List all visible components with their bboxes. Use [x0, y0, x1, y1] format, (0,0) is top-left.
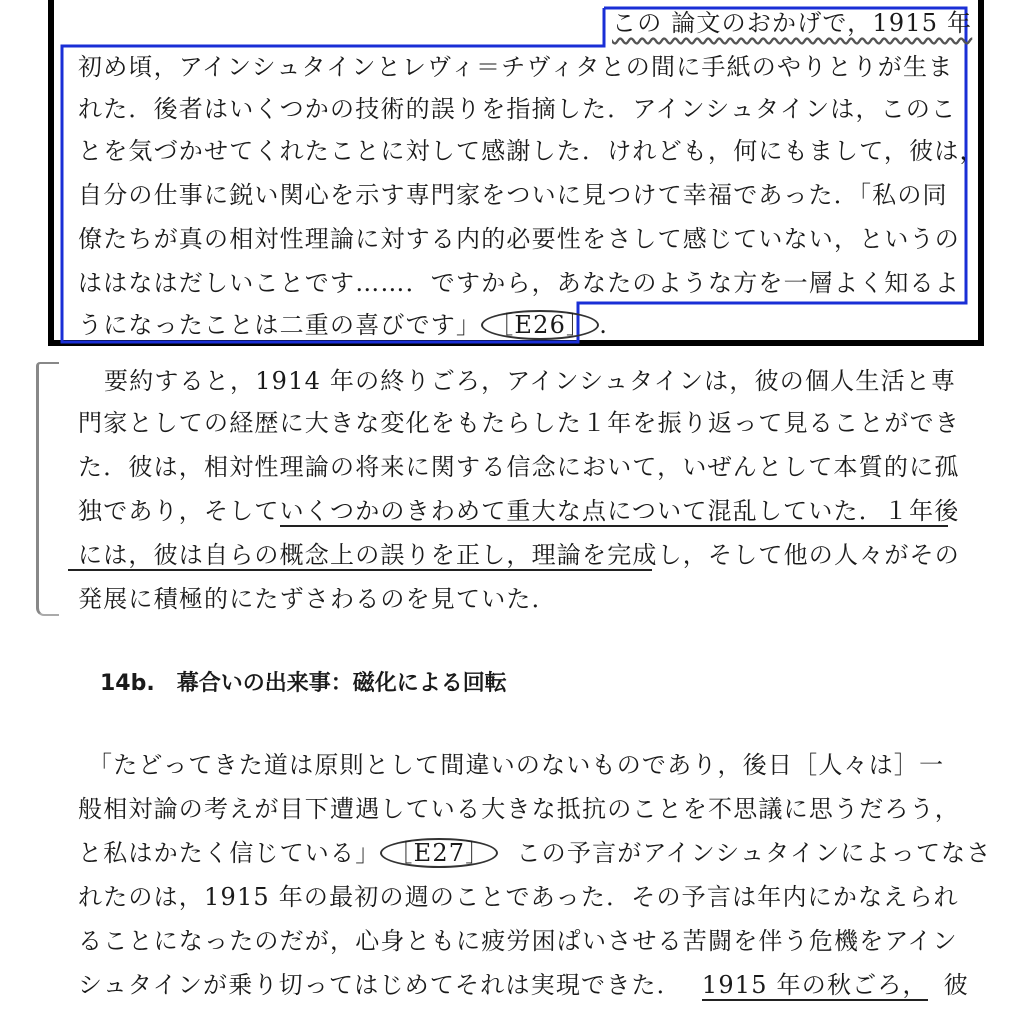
text-line: とを気づかせてくれたことに対して感謝した．けれども，何にもまして，彼は， [78, 137, 985, 165]
text-line: 発展に積極的にたずさわるのを見ていた． [78, 585, 557, 613]
text-line: には，彼は自らの概念上の誤りを正し，理論を完成し，そして他の人々がその [78, 541, 960, 569]
section-heading: 14b. 幕合いの出来事：磁化による回転 [100, 671, 507, 696]
text-line: 門家としての経歴に大きな変化をもたらした１年を振り返って見ることができ [78, 409, 960, 437]
text-line: 自分の仕事に鋭い関心を示す専門家をついに見つけて幸福であった．「私の同 [78, 181, 948, 209]
underline-mark [68, 569, 652, 571]
text-line: 般相対論の考えが目下遭遇している大きな抵抗のことを不思議に思うだろう， [78, 795, 960, 823]
citation-e27: ［E27］ [380, 838, 498, 868]
underline-mark [280, 525, 948, 527]
text-line: うになったことは二重の喜びです」 ［E26］ . [78, 311, 609, 339]
text-line: ははなはだしいことです……．ですから，あなたのような方を一層よく知るよ [78, 269, 960, 297]
underlined-phrase: 1915 年の秋ごろ， [701, 971, 928, 999]
text-line: た．彼は，相対性理論の将来に関する信念において，いぜんとして本質的に孤 [78, 453, 960, 481]
text-line: 「たどってきた道は原則として間違いのないものであり，後日［人々は］一 [88, 751, 945, 779]
text-line: 独であり，そしていくつかのきわめて重大な点について混乱していた．１年後 [78, 497, 960, 525]
text-line: この 論文のおかげで，1915 年 [612, 9, 973, 37]
text-line: 要約すると，1914 年の終りごろ，アインシュタインは，彼の個人生活と専 [104, 367, 957, 395]
text-line: シュタインが乗り切ってはじめてそれは実現できた． 1915 年の秋ごろ， 彼 [78, 971, 969, 999]
citation-e26: ［E26］ [481, 310, 599, 340]
text-line: れたのは，1915 年の最初の週のことであった．その予言は年内にかなえられ [78, 883, 959, 911]
text-line: と私はかたく信じている」 ［E27］ この予言がアインシュタインによってなさ [78, 839, 992, 867]
text-line: 初め頃，アインシュタインとレヴィ＝チヴィタとの間に手紙のやりとりが生ま [78, 53, 954, 81]
text-line: れた．後者はいくつかの技術的誤りを指摘した．アインシュタインは，このこ [78, 95, 957, 123]
text-line: 僚たちが真の相対性理論に対する内的必要性をさして感じていない，というの [78, 225, 960, 253]
margin-bracket-mark [36, 362, 59, 616]
text-line: ることになったのだが，心身ともに疲労困ぱいさせる苦闘を伴う危機をアイン [78, 927, 958, 955]
